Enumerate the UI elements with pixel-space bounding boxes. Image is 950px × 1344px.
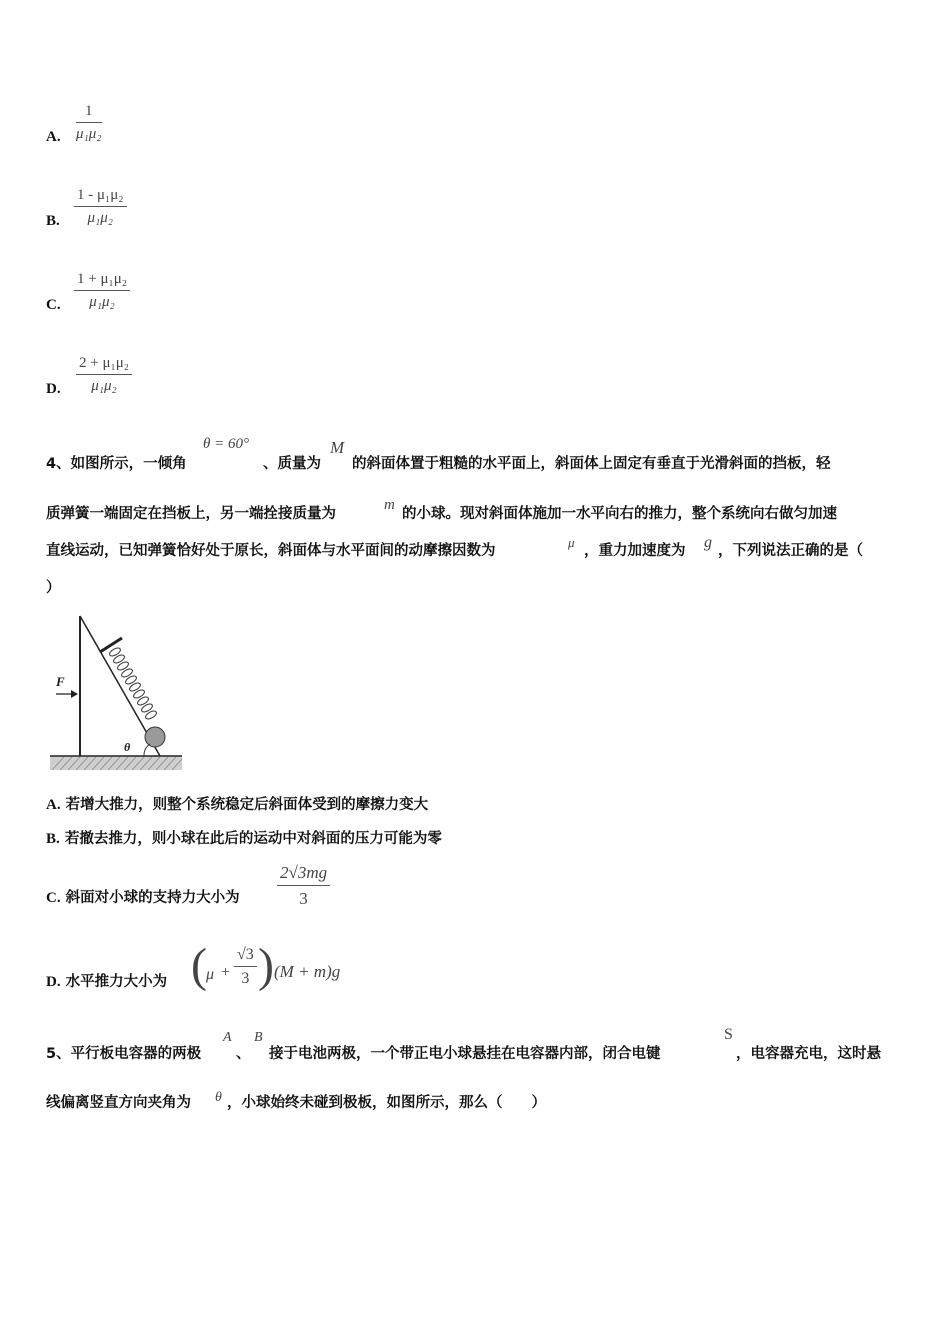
q5-var-S: S (724, 1026, 733, 1043)
q5-text: 接于电池两极，一个带正电小球悬挂在电容器内部，闭合电键 (269, 1046, 661, 1062)
fraction (76, 103, 102, 143)
fraction (76, 355, 132, 395)
q5-text: ，小球始终未碰到极板，如图所示，那么（ ） (227, 1095, 546, 1111)
force-arrowhead (71, 690, 78, 698)
option-text: 若撤去推力，则小球在此后的运动中对斜面的压力可能为零 (64, 831, 442, 847)
q4-text: ） (46, 580, 61, 596)
fraction-denominator: μ₁μ₂ (76, 126, 102, 142)
fraction-denominator: 3 (241, 970, 250, 987)
fraction-numerator: 2√3mg (277, 863, 330, 886)
q4-var-g: g (704, 534, 712, 551)
option-text: 若增大推力，则整个系统稳定后斜面体受到的摩擦力变大 (65, 797, 429, 813)
q4-var-mu: μ (568, 535, 575, 550)
q4-option-d (46, 970, 167, 991)
angle-label: θ (124, 740, 131, 754)
q4-text: 4、如图所示，一倾角 (46, 456, 187, 472)
fraction-numerator: 1 (76, 103, 102, 123)
q5-text: ，电容器充电，这时悬 (736, 1046, 881, 1062)
q5-text: 、 (236, 1046, 251, 1062)
q4-text: 的小球。现对斜面体施加一水平向右的推力，整个系统向右做匀加速 (402, 506, 837, 522)
ball (145, 727, 165, 747)
q4-option-a (46, 793, 428, 814)
q4-text: ，重力加速度为 (584, 543, 686, 559)
right-paren: ) (258, 939, 274, 992)
q5-text: 5、平行板电容器的两极 (46, 1046, 202, 1062)
option-label: B. (46, 831, 60, 847)
option-label: B. (46, 213, 60, 229)
angle-arc (144, 744, 150, 756)
fraction-numerator: 1 + μ₁μ₂ (74, 271, 130, 291)
fraction-numerator: 2 + μ₁μ₂ (76, 355, 132, 375)
option-label: C. (46, 890, 61, 906)
q4-text: 质弹簧一端固定在挡板上，另一端拴接质量为 (46, 506, 336, 522)
q5-var-B: B (254, 1030, 263, 1045)
q4-angle: θ = 60° (203, 436, 249, 452)
q4-var-M: M (330, 438, 345, 457)
push-fraction (234, 946, 257, 988)
q5-var-theta: θ (215, 1090, 222, 1105)
fraction (74, 187, 127, 227)
support-force-fraction (277, 863, 330, 909)
fraction (74, 271, 130, 311)
q5-var-A: A (223, 1030, 232, 1045)
incline-spring-figure (44, 604, 188, 774)
q4-text: ，下列说法正确的是（ (718, 543, 863, 559)
option-text: 水平推力大小为 (65, 974, 168, 990)
fraction-denominator: μ₁μ₂ (87, 210, 114, 226)
plus-sign: + (221, 964, 231, 981)
q4-text: 直线运动，已知弹簧恰好处于原长，斜面体与水平面间的动摩擦因数为 (46, 543, 496, 559)
option-label: D. (46, 381, 61, 397)
barrier-plate (100, 638, 122, 652)
option-label: C. (46, 297, 61, 313)
q4-option-c (46, 886, 240, 907)
option-label: A. (46, 797, 61, 813)
q4-var-m: m (384, 497, 395, 513)
push-tail: (M + m)g (274, 962, 341, 981)
fraction-denominator: μ₁μ₂ (89, 294, 115, 310)
fraction-denominator: μ₁μ₂ (91, 378, 117, 394)
q4-text: 、质量为 (263, 456, 321, 472)
option-label: D. (46, 974, 61, 990)
push-mu: μ (206, 966, 215, 983)
option-label: A. (46, 129, 61, 145)
q5-text: 线偏离竖直方向夹角为 (46, 1095, 191, 1111)
left-paren: ( (191, 939, 207, 992)
fraction-numerator: 1 - μ₁μ₂ (74, 187, 127, 207)
q4-text: 的斜面体置于粗糙的水平面上，斜面体上固定有垂直于光滑斜面的挡板，轻 (352, 456, 831, 472)
q4-option-b (46, 827, 442, 848)
force-label: F (56, 674, 65, 689)
fraction-numerator: √3 (234, 946, 257, 967)
fraction-denominator: 3 (299, 889, 308, 908)
option-text: 斜面对小球的支持力大小为 (65, 890, 240, 906)
